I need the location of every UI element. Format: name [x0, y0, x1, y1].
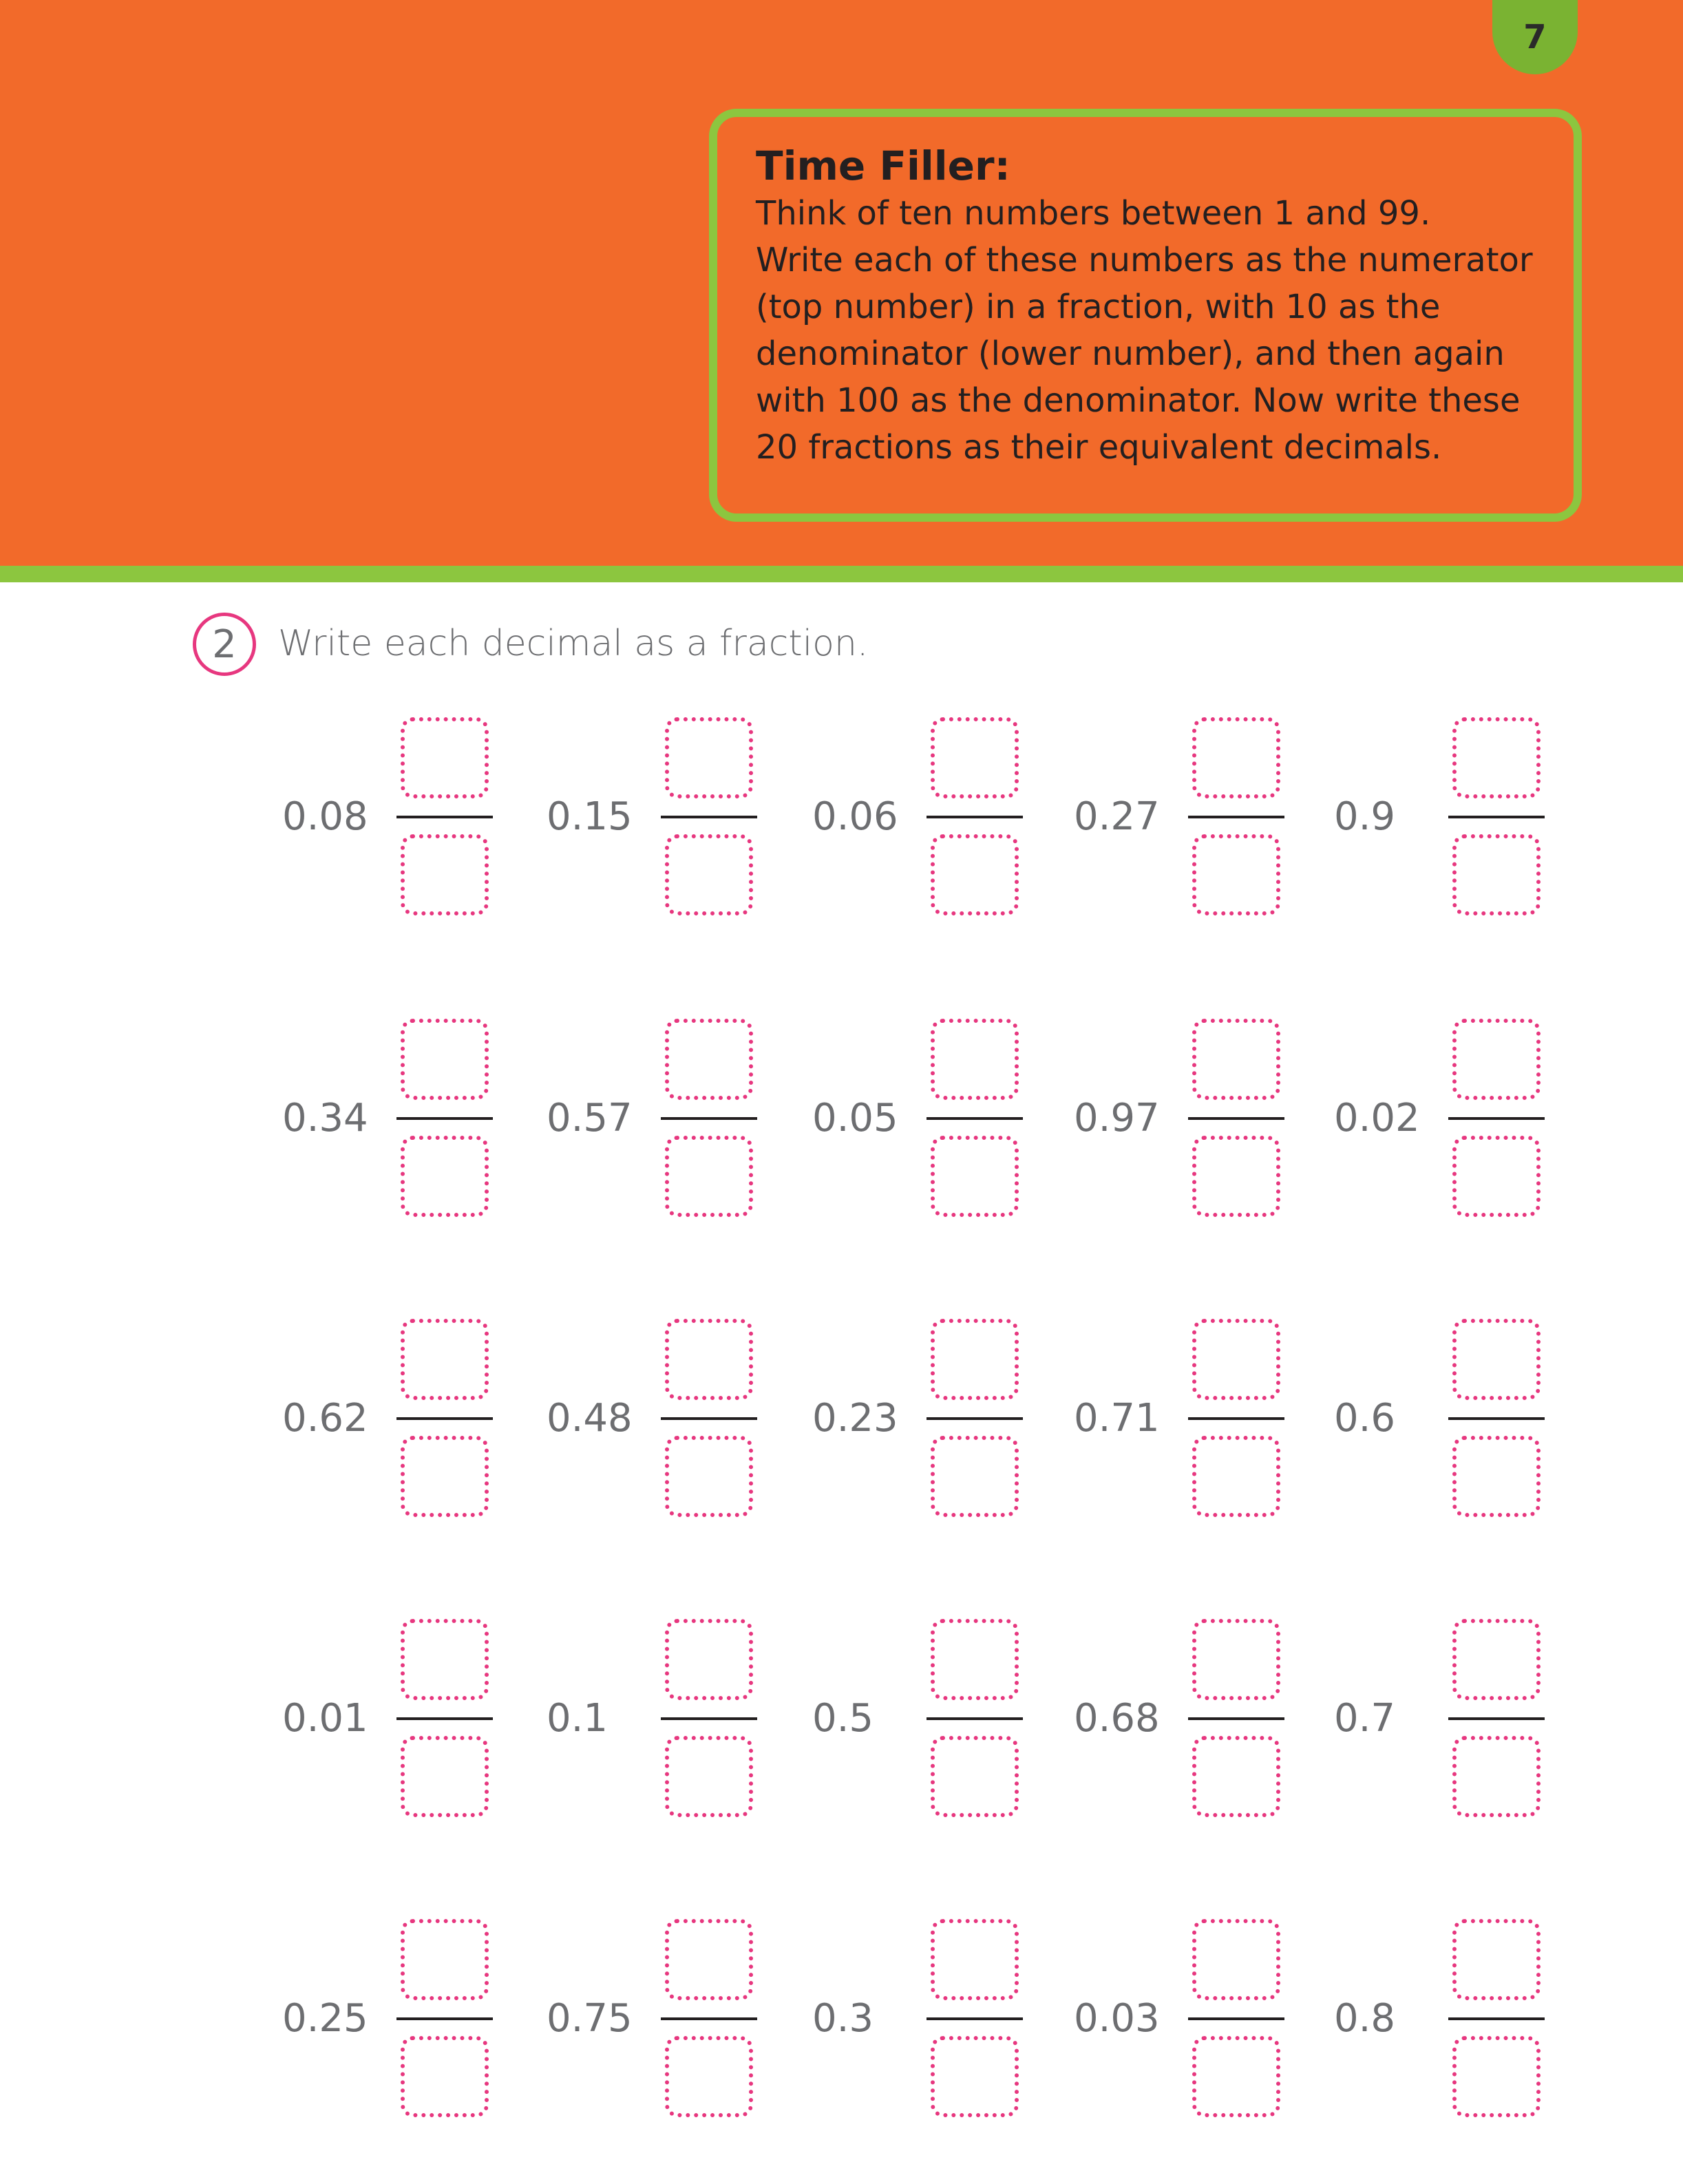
- decimal-value: 0.62: [282, 1396, 368, 1441]
- decimal-value: 0.9: [1334, 794, 1396, 839]
- denominator-box[interactable]: [1452, 1136, 1541, 1217]
- time-filler-box: [709, 109, 1582, 522]
- fraction-bar: [396, 1717, 493, 1720]
- fraction-bar: [396, 1417, 493, 1420]
- denominator-box[interactable]: [1452, 834, 1541, 915]
- decimal-value: 0.97: [1074, 1096, 1160, 1141]
- denominator-box[interactable]: [931, 1136, 1019, 1217]
- numerator-box[interactable]: [401, 1019, 489, 1100]
- fraction-bar: [1448, 1417, 1545, 1420]
- denominator-box[interactable]: [931, 1736, 1019, 1817]
- denominator-box[interactable]: [401, 834, 489, 915]
- fraction-problem: [547, 1319, 787, 1518]
- numerator-box[interactable]: [1192, 1319, 1280, 1400]
- decimal-value: 0.01: [282, 1696, 368, 1741]
- question-number: 2: [193, 613, 256, 676]
- fraction-bar: [661, 1717, 757, 1720]
- fraction-bar: [1188, 1117, 1284, 1120]
- fraction-problem: [812, 1619, 1053, 1819]
- decimal-value: 0.5: [812, 1696, 874, 1741]
- fraction-problem: [1074, 1619, 1315, 1819]
- fraction-problem: [282, 717, 523, 917]
- fraction-problem: [547, 717, 787, 917]
- denominator-box[interactable]: [665, 2036, 753, 2117]
- fraction-problem: [812, 1919, 1053, 2119]
- decimal-value: 0.34: [282, 1096, 368, 1141]
- denominator-box[interactable]: [1192, 1736, 1280, 1817]
- fraction-problem: [282, 1019, 523, 1218]
- fraction-bar: [927, 2017, 1023, 2020]
- numerator-box[interactable]: [1192, 1619, 1280, 1700]
- decimal-value: 0.8: [1334, 1996, 1396, 2041]
- denominator-box[interactable]: [401, 2036, 489, 2117]
- fraction-problem: [282, 1319, 523, 1518]
- numerator-box[interactable]: [1452, 1019, 1541, 1100]
- decimal-value: 0.06: [812, 794, 898, 839]
- fraction-problem: [1334, 1619, 1575, 1819]
- decimal-value: 0.08: [282, 794, 368, 839]
- numerator-box[interactable]: [931, 717, 1019, 798]
- denominator-box[interactable]: [1452, 1436, 1541, 1517]
- denominator-box[interactable]: [665, 1736, 753, 1817]
- fraction-bar: [661, 2017, 757, 2020]
- denominator-box[interactable]: [401, 1736, 489, 1817]
- fraction-bar: [396, 816, 493, 818]
- decimal-value: 0.68: [1074, 1696, 1160, 1741]
- decimal-value: 0.02: [1334, 1096, 1420, 1141]
- page-number-badge: 7: [1492, 0, 1578, 74]
- denominator-box[interactable]: [1192, 1136, 1280, 1217]
- fraction-problem: [547, 1919, 787, 2119]
- fraction-bar: [927, 1117, 1023, 1120]
- decimal-value: 0.57: [547, 1096, 633, 1141]
- denominator-box[interactable]: [931, 2036, 1019, 2117]
- numerator-box[interactable]: [931, 1319, 1019, 1400]
- decimal-value: 0.48: [547, 1396, 633, 1441]
- denominator-box[interactable]: [665, 834, 753, 915]
- fraction-problem: [1334, 1319, 1575, 1518]
- fraction-problem: [812, 717, 1053, 917]
- fraction-bar: [661, 1417, 757, 1420]
- numerator-box[interactable]: [665, 1019, 753, 1100]
- denominator-box[interactable]: [1192, 1436, 1280, 1517]
- denominator-box[interactable]: [931, 1436, 1019, 1517]
- numerator-box[interactable]: [401, 1319, 489, 1400]
- numerator-box[interactable]: [1192, 1919, 1280, 2000]
- numerator-box[interactable]: [665, 1319, 753, 1400]
- fraction-bar: [396, 1117, 493, 1120]
- fraction-problem: [1074, 1919, 1315, 2119]
- fraction-bar: [927, 1717, 1023, 1720]
- denominator-box[interactable]: [401, 1136, 489, 1217]
- denominator-box[interactable]: [665, 1136, 753, 1217]
- fraction-bar: [661, 1117, 757, 1120]
- decimal-value: 0.05: [812, 1096, 898, 1141]
- fraction-problem: [1334, 717, 1575, 917]
- decimal-value: 0.6: [1334, 1396, 1396, 1441]
- fraction-bar: [927, 1417, 1023, 1420]
- decimal-value: 0.25: [282, 1996, 368, 2041]
- decimal-value: 0.1: [547, 1696, 608, 1741]
- denominator-box[interactable]: [665, 1436, 753, 1517]
- fraction-bar: [1188, 816, 1284, 818]
- fraction-problem: [812, 1319, 1053, 1518]
- time-filler-text: Think of ten numbers between 1 and 99. Write each of these numbers as the numerator (top number) in a fraction, with 10 as the denominator (lower number), and then again with 100 as the denominator. Now write these 20 fractions as their equivalent decimals.: [756, 194, 1533, 467]
- numerator-box[interactable]: [401, 1619, 489, 1700]
- fraction-bar: [1188, 1417, 1284, 1420]
- decimal-value: 0.23: [812, 1396, 898, 1441]
- fraction-bar: [1188, 1717, 1284, 1720]
- numerator-box[interactable]: [401, 717, 489, 798]
- fraction-problem: [282, 1619, 523, 1819]
- fraction-problem: [1074, 717, 1315, 917]
- denominator-box[interactable]: [931, 834, 1019, 915]
- decimal-value: 0.7: [1334, 1696, 1396, 1741]
- numerator-box[interactable]: [1192, 717, 1280, 798]
- numerator-box[interactable]: [1452, 717, 1541, 798]
- fraction-bar: [1448, 1117, 1545, 1120]
- fraction-bar: [1188, 2017, 1284, 2020]
- numerator-box[interactable]: [1452, 1919, 1541, 2000]
- time-filler-title: Time Filler:: [756, 142, 1010, 189]
- numerator-box[interactable]: [931, 1019, 1019, 1100]
- fraction-problem: [282, 1919, 523, 2119]
- question-instruction: Write each decimal as a fraction.: [278, 623, 869, 664]
- numerator-box[interactable]: [1452, 1319, 1541, 1400]
- decimal-value: 0.3: [812, 1996, 874, 2041]
- fraction-problem: [1334, 1019, 1575, 1218]
- fraction-problem: [812, 1019, 1053, 1218]
- numerator-box[interactable]: [665, 1619, 753, 1700]
- numerator-box[interactable]: [665, 1919, 753, 2000]
- fraction-problem: [1334, 1919, 1575, 2119]
- header-divider-band: [0, 566, 1683, 582]
- fraction-problem: [1074, 1319, 1315, 1518]
- fraction-bar: [1448, 2017, 1545, 2020]
- decimal-value: 0.27: [1074, 794, 1160, 839]
- numerator-box[interactable]: [931, 1919, 1019, 2000]
- denominator-box[interactable]: [401, 1436, 489, 1517]
- denominator-box[interactable]: [1192, 834, 1280, 915]
- fraction-problem: [1074, 1019, 1315, 1218]
- denominator-box[interactable]: [1452, 1736, 1541, 1817]
- decimal-value: 0.75: [547, 1996, 633, 2041]
- decimal-value: 0.03: [1074, 1996, 1160, 2041]
- fraction-bar: [661, 816, 757, 818]
- fraction-bar: [927, 816, 1023, 818]
- numerator-box[interactable]: [1452, 1619, 1541, 1700]
- numerator-box[interactable]: [931, 1619, 1019, 1700]
- fraction-problem: [547, 1619, 787, 1819]
- fraction-problem: [547, 1019, 787, 1218]
- denominator-box[interactable]: [1192, 2036, 1280, 2117]
- decimal-value: 0.71: [1074, 1396, 1160, 1441]
- fraction-bar: [396, 2017, 493, 2020]
- numerator-box[interactable]: [401, 1919, 489, 2000]
- numerator-box[interactable]: [1192, 1019, 1280, 1100]
- decimal-value: 0.15: [547, 794, 633, 839]
- fraction-bar: [1448, 816, 1545, 818]
- fraction-bar: [1448, 1717, 1545, 1720]
- numerator-box[interactable]: [665, 717, 753, 798]
- denominator-box[interactable]: [1452, 2036, 1541, 2117]
